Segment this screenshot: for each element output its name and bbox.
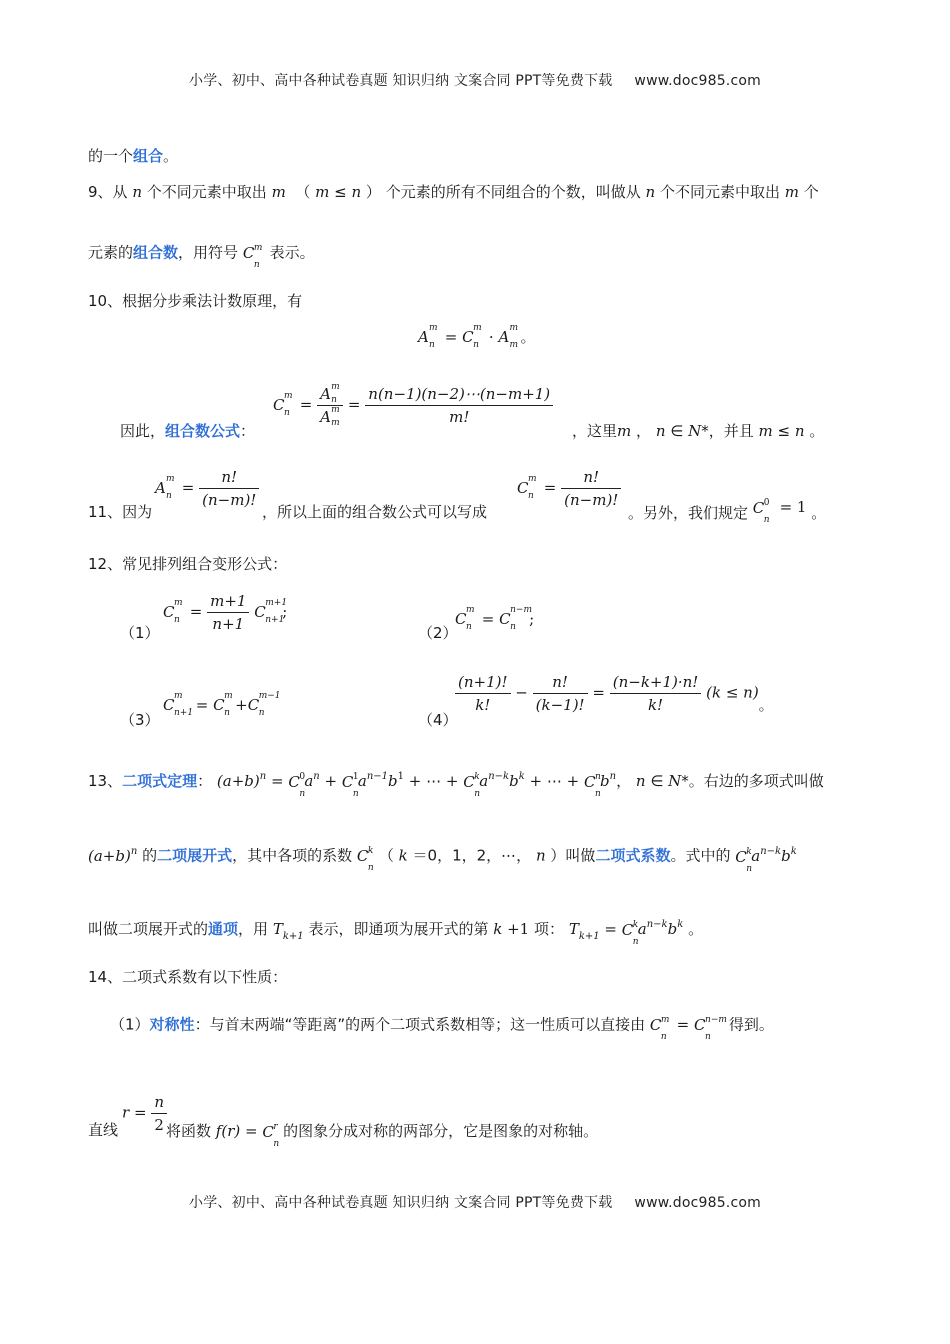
header-site-text: 小学、初中、高中各种试卷真题 知识归纳 文案合同 PPT等免费下载: [189, 73, 613, 89]
text: ，: [636, 422, 652, 440]
formula-2: C m n = C n−m n ;: [455, 605, 535, 632]
keyword-combination-number: 组合数: [133, 243, 179, 262]
item-12: [88, 554, 287, 574]
text: （4）: [418, 711, 458, 729]
formula-1-label: [120, 623, 160, 643]
text: 叫做二项展开式的: [88, 920, 209, 938]
item-10: [88, 291, 302, 311]
text: 元素的: [88, 243, 134, 262]
keyword-combination-formula: 组合数公式: [165, 422, 241, 440]
keyword-combination: 组合: [133, 147, 164, 165]
item-11-convention: 。另外，我们规定 C 0 n = 1 。: [628, 498, 827, 525]
item-11-label: [88, 502, 152, 522]
text: 将函数: [166, 1122, 212, 1140]
text: ：与首末两端“等距离”的两个二项式系数相等；这一性质可以直接由: [194, 1015, 646, 1034]
text: ）叫做: [550, 846, 596, 865]
paragraph-combination-end: [88, 146, 178, 166]
text: 。: [163, 147, 179, 165]
symbol-c-n-m: C m n: [242, 243, 263, 270]
text: ，用: [238, 920, 269, 938]
text: 的一个: [88, 147, 134, 165]
formula-4-label: [418, 710, 458, 730]
combination-number-definition: [88, 241, 315, 270]
text: 。右边的多项式叫做: [688, 772, 824, 790]
text: 的图象分成对称的两部分，它是图象的对称轴。: [283, 1122, 599, 1140]
text: ，并且: [708, 422, 754, 440]
keyword-binomial-theorem: 二项式定理: [122, 772, 198, 790]
formula-3-label: [120, 710, 160, 730]
combination-formula-label: [120, 421, 255, 441]
text: 13、: [88, 772, 123, 790]
symmetry-axis-formula: r = $\frac{n}{2}$: [122, 1093, 167, 1134]
text: 。式中的: [670, 846, 731, 865]
text: （2）: [418, 624, 458, 642]
text: ：: [240, 422, 256, 440]
text: 的: [142, 846, 158, 865]
binomial-theorem-formula: $(a+b)^n$ = C 0 n $a^n$ + C 1 n $a^{n-1}b^1$ + ⋯ + C k n $a^{n-k}b^k$ + ⋯ + C n n $b^n$: [216, 771, 617, 799]
text: 个元素的所有不同组合的个数，叫做从: [385, 183, 641, 201]
formula-3: C m n+1 = C m n + C m−1 n: [163, 691, 281, 718]
text: ：: [197, 772, 213, 790]
header-url: www.doc985.com: [634, 73, 761, 89]
text: 表示。: [269, 243, 315, 262]
keyword-binomial-coefficient: 二项式系数: [595, 846, 671, 865]
item-11-text: [262, 502, 487, 522]
footer-site-text: 小学、初中、高中各种试卷真题 知识归纳 文案合同 PPT等免费下载: [189, 1195, 613, 1211]
text: ，用符号: [178, 243, 239, 262]
text: ，: [616, 772, 632, 790]
text: 个不同元素中取出: [146, 183, 267, 201]
text: ，其中各项的系数: [232, 846, 353, 865]
text: （3）: [120, 711, 160, 729]
symmetry-property: （1）对称性：与首末两端“等距离”的两个二项式系数相等；这一性质可以直接由 C m n = C n−m n 得到。: [110, 1015, 774, 1042]
keyword-symmetry: 对称性: [149, 1015, 195, 1034]
combination-formula-condition: ，这里m ， n ∈ N*，并且 m ≤ n 。: [572, 422, 825, 440]
keyword-general-term: 通项: [208, 920, 239, 938]
text: 个不同元素中取出: [659, 183, 780, 201]
text: 9、从: [88, 183, 128, 201]
page-footer: [0, 1192, 950, 1212]
item-13: 13、二项式定理： $(a+b)^n$ = C 0 n $a^n$ + C 1 n $a^{n-1}b^1$ + ⋯ + C k n $a^{n-k}b^k$ + ⋯ + C n n $b^n$， n ∈ N*。右边的多项式叫做: [88, 771, 824, 799]
text: 。: [811, 504, 827, 522]
combination-formula: C m n = A m n A m m = $\frac{n(n-1)(n-2)\cdots(n-m+1)}{m!}$: [273, 385, 553, 426]
equation-a-equals-c-times-a: A m n = C m n · A m m 。: [418, 323, 536, 350]
combination-factorial-formula: C m n = $\frac{n!}{(n-m)!}$: [517, 468, 621, 509]
text: （1）: [120, 624, 160, 642]
text: 直线: [88, 1121, 119, 1139]
keyword-binomial-expansion: 二项展开式: [157, 846, 233, 865]
text: 14、二项式系数有以下性质：: [88, 968, 288, 986]
footer-url: www.doc985.com: [634, 1195, 761, 1211]
text: 10、根据分步乘法计数原理，有: [88, 292, 303, 310]
symmetry-axis-label: [88, 1120, 118, 1140]
text: 项：: [534, 920, 565, 938]
text: ＝0，1，2，⋯，: [412, 846, 532, 865]
text: 因此，: [120, 422, 166, 440]
formula-2-label: [418, 623, 458, 643]
general-term-definition: 叫做二项展开式的通项，用 $T_{k+1}$ 表示，即通项为展开式的第 k +1 项： $T_{k+1}$ = C k n $a^{n-k}b^k$ 。: [88, 919, 704, 947]
permutation-factorial-formula: A m n = $\frac{n!}{(n-m)!}$: [155, 468, 259, 509]
text: （1）: [110, 1015, 150, 1034]
item-14: [88, 967, 287, 987]
formula-1: C m n = $\frac{m+1}{n+1}$ C m+1 n+1 ;: [163, 592, 288, 633]
symmetry-axis-text: 将函数 f(r) = C r n 的图象分成对称的两部分，它是图象的对称轴。: [166, 1122, 599, 1149]
text: 得到。: [728, 1015, 774, 1034]
text: 。另外，我们规定: [628, 504, 749, 522]
text: ，所以上面的组合数公式可以写成: [262, 503, 488, 521]
binomial-expansion-definition: $(a+b)^n$ 的二项展开式，其中各项的系数 C k n （ k ＝0，1，2，⋯， n ）叫做二项式系数。式中的 C k n $a^{n-k}b^k$: [88, 845, 797, 874]
item-9: 9、从 n 个不同元素中取出 m （ m ≤ n ） 个元素的所有不同组合的个数，叫做从 n 个不同元素中取出 m 个: [88, 183, 819, 201]
text: 12、常见排列组合变形公式：: [88, 555, 288, 573]
text: 11、因为: [88, 503, 153, 521]
formula-4: $\frac{(n+1)!}{k!}$ − $\frac{n!}{(k-1)!}$ = $\frac{(n-k+1)\cdot n!}{k!}$ (k ≤ n)。: [455, 673, 774, 714]
text: 个: [803, 183, 819, 201]
page-header: [0, 70, 950, 90]
text: ，这里: [572, 422, 618, 440]
text: 表示，即通项为展开式的第: [308, 920, 489, 938]
